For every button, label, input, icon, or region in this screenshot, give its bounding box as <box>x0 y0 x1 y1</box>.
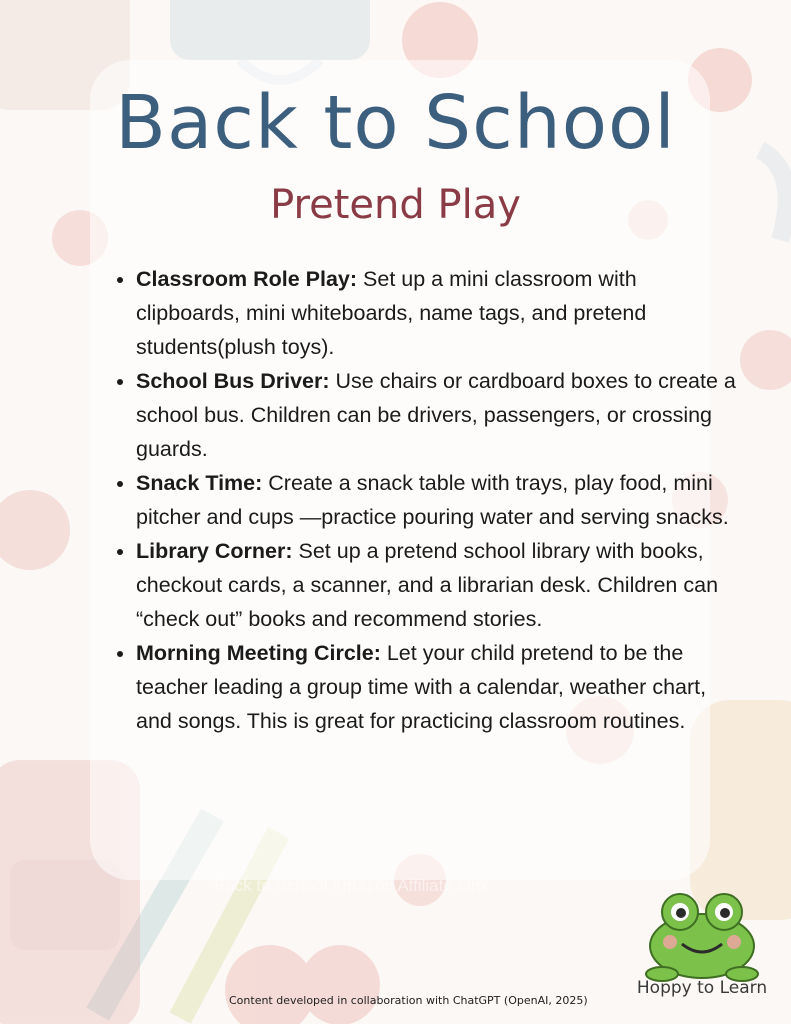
frog-mascot-icon <box>622 884 782 984</box>
item-text: Set up a pretend school library with books, checkout cards, a scanner, and a librarian desk. Children can “check out” books and recommend stories. <box>136 539 719 631</box>
item-text: Use chairs or cardboard boxes to create a school bus. Children can be drivers, passengers, or crossing guards. <box>136 369 736 461</box>
item-heading: Classroom Role Play: <box>136 267 358 291</box>
item-text: Set up a mini classroom with clipboards, mini whiteboards, name tags, and pretend students(plush toys). <box>136 267 647 359</box>
item-heading: Snack Time: <box>136 471 263 495</box>
item-heading: Morning Meeting Circle: <box>136 641 381 665</box>
page-subtitle: Pretend Play <box>270 182 521 228</box>
list-item <box>136 636 736 738</box>
logo-text: Hoppy to Learn <box>636 978 768 998</box>
item-heading: School Bus Driver: <box>136 369 330 393</box>
activity-list <box>112 262 736 738</box>
item-text: Let your child pretend to be the teacher leading a group time with a calendar, weather chart, and songs. This is great for practicing classroom routines. <box>136 641 707 733</box>
list-item <box>136 466 736 534</box>
list-item <box>136 534 736 636</box>
list-item <box>136 262 736 364</box>
page-title: Back to School <box>115 80 676 166</box>
logo <box>622 884 782 1008</box>
item-text: Create a snack table with trays, play food, mini pitcher and cups —practice pouring water and serving snacks. <box>136 471 729 529</box>
list-item <box>136 364 736 466</box>
item-heading: Library Corner: <box>136 539 293 563</box>
affiliate-link[interactable]: Back to School Amazon Affiliate Link <box>214 876 489 895</box>
footer-credit: Content developed in collaboration with ChatGPT (OpenAI, 2025) <box>229 994 588 1007</box>
